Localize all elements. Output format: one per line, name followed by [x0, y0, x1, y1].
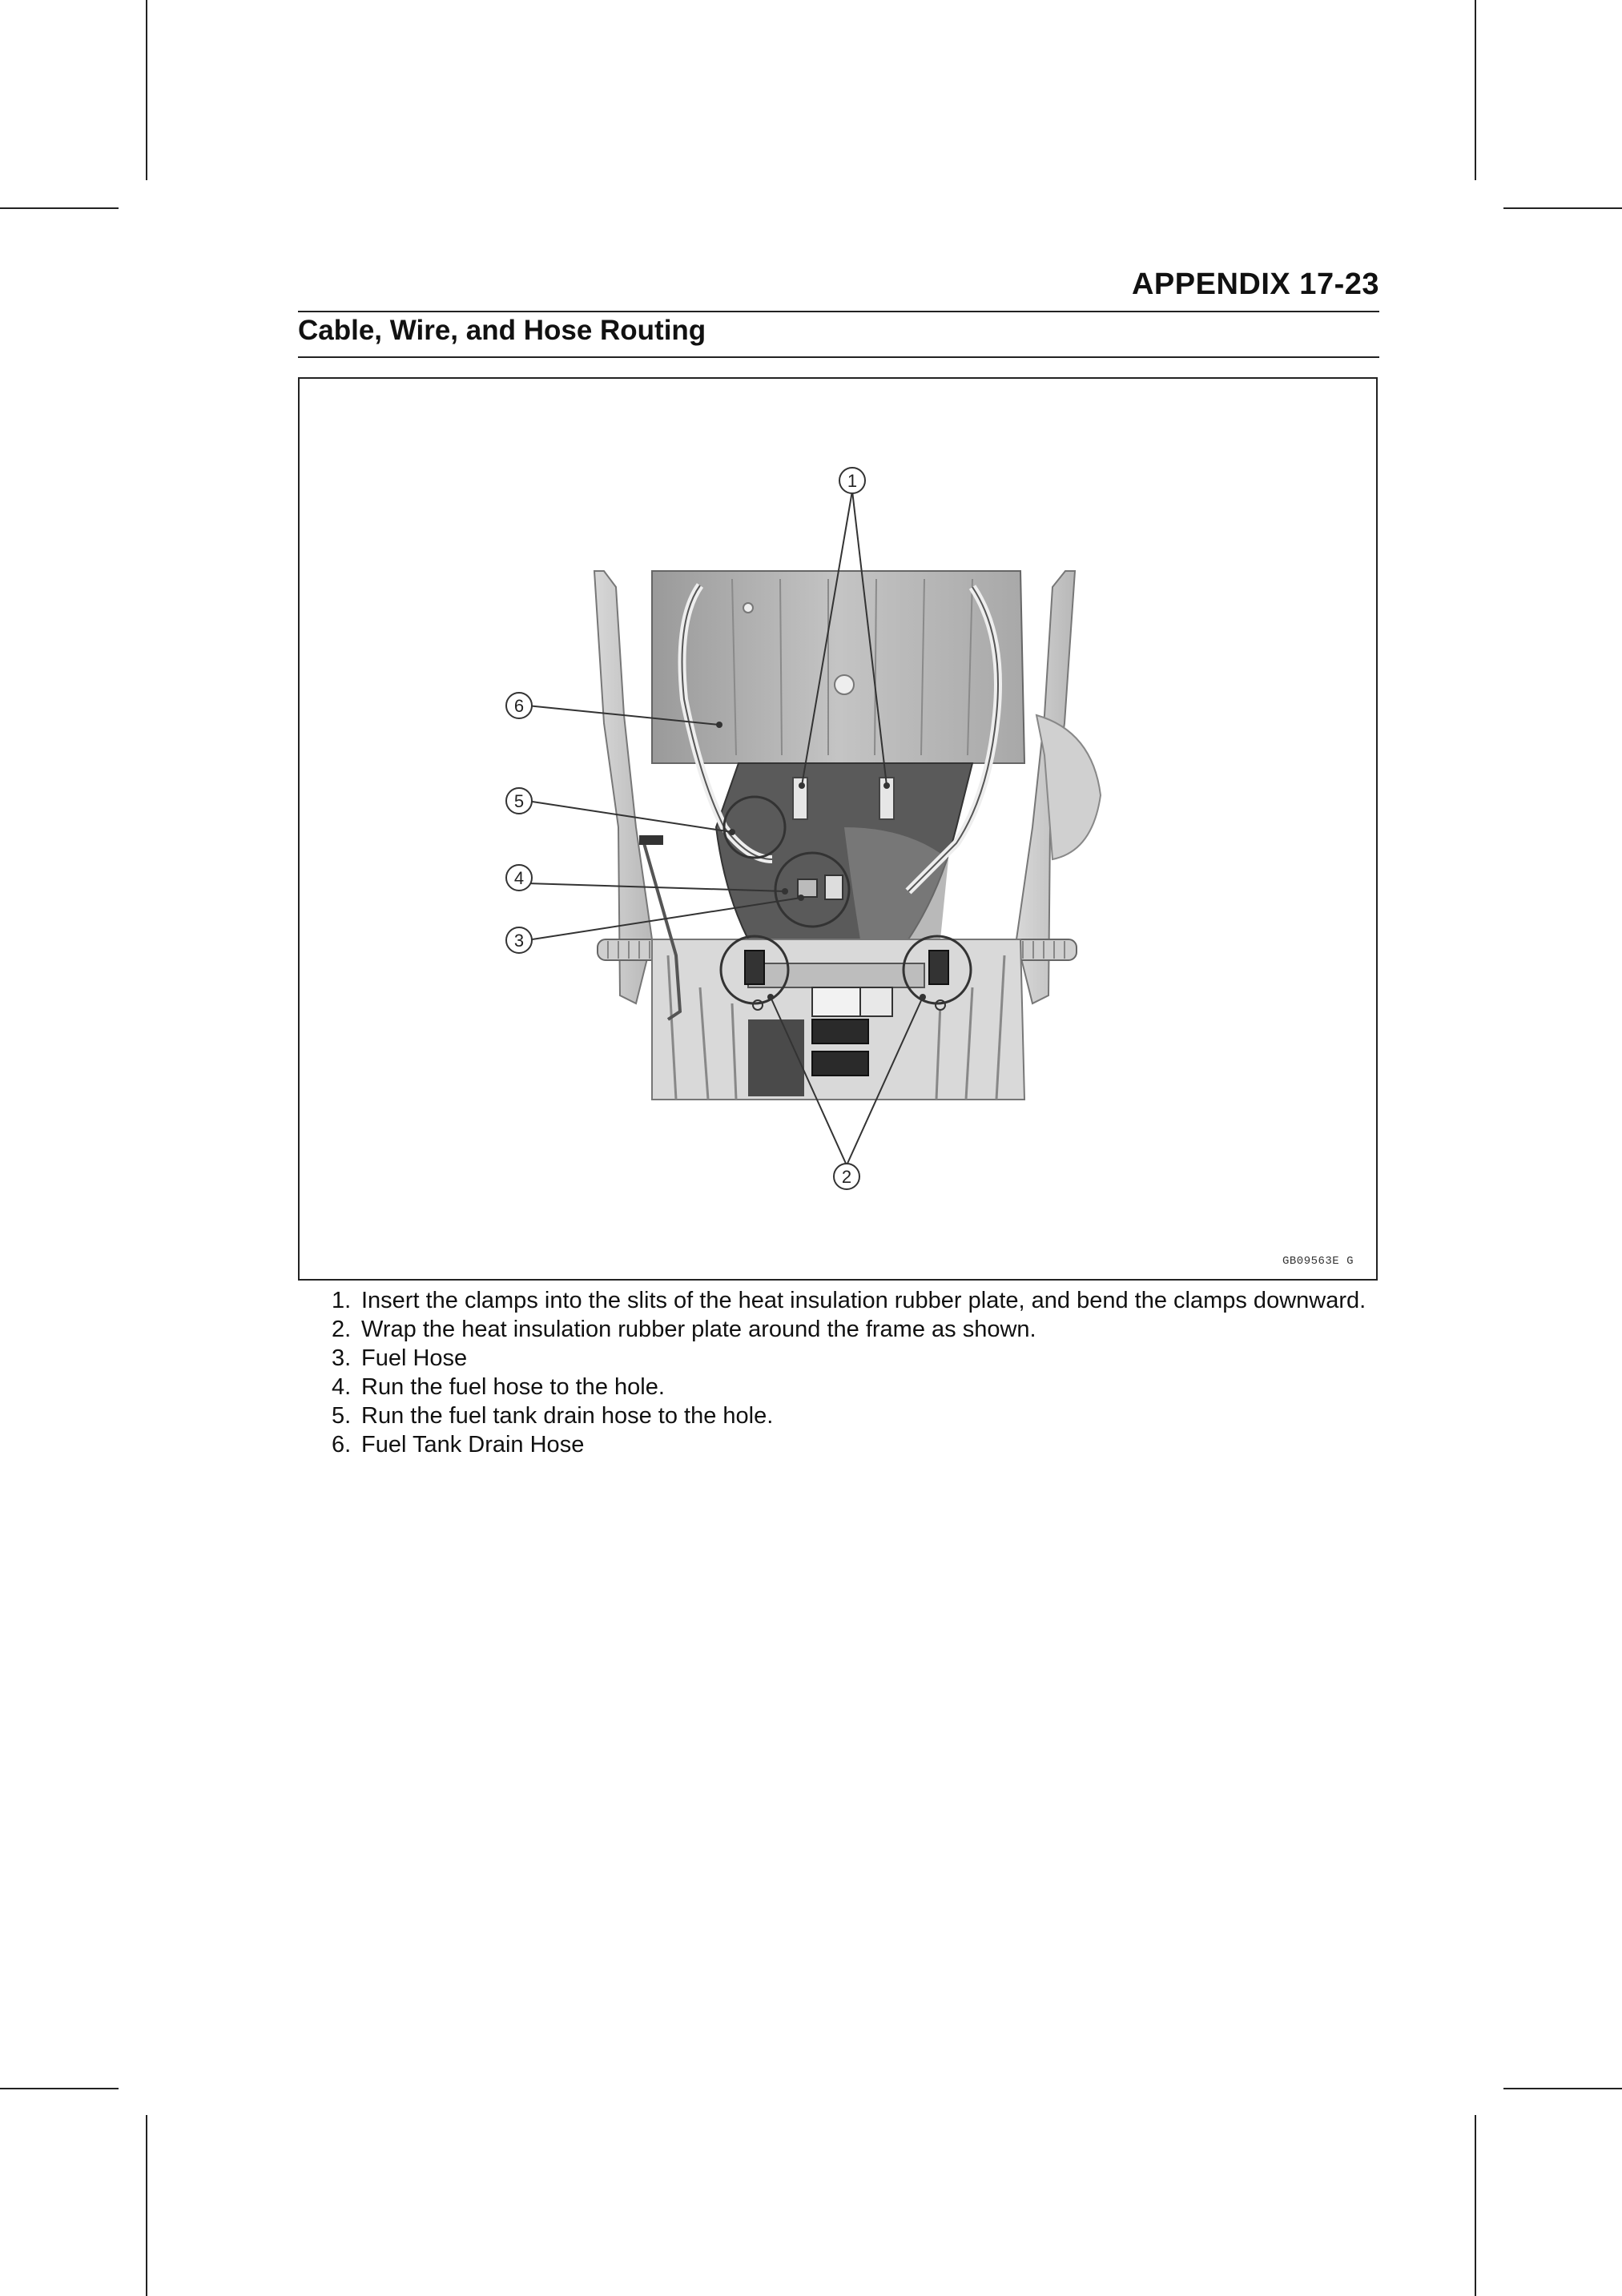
svg-text:2: 2	[841, 1167, 852, 1187]
legend-item-text: Fuel Hose	[361, 1345, 468, 1371]
section-title: Cable, Wire, and Hose Routing	[298, 315, 706, 346]
crop-mark-top-left-vertical	[146, 0, 147, 180]
legend-item: 5. Run the fuel tank drain hose to the hole.	[332, 1403, 774, 1429]
legend-item-text: Fuel Tank Drain Hose	[361, 1432, 585, 1458]
callout-1	[839, 468, 865, 493]
figure-code: GB09563E G	[1282, 1255, 1354, 1268]
routing-illustration	[300, 379, 1376, 1279]
svg-text:6: 6	[513, 696, 525, 716]
legend-item-text: Insert the clamps into the slits of the heat insulation rubber plate, and bend the clamps downward.	[361, 1288, 1366, 1313]
crop-mark-bottom-left-horizontal	[0, 2088, 119, 2089]
callout-4	[506, 865, 532, 891]
crop-mark-bottom-right-horizontal	[1503, 2088, 1622, 2089]
callout-6	[506, 693, 532, 718]
crop-mark-bottom-right-vertical	[1475, 2115, 1476, 2296]
page-header-title: APPENDIX 17-23	[1131, 267, 1379, 301]
svg-text:5: 5	[513, 791, 525, 811]
legend-item: 6. Fuel Tank Drain Hose	[332, 1432, 585, 1458]
legend-item: 3. Fuel Hose	[332, 1345, 468, 1371]
legend-item: 1. Insert the clamps into the slits of the heat insulation rubber plate, and bend the clamps downward.	[332, 1288, 1366, 1313]
svg-text:4: 4	[513, 868, 525, 888]
callout-5	[506, 788, 532, 814]
legend-item-text: Run the fuel tank drain hose to the hole.	[361, 1403, 774, 1429]
legend-item: 4. Run the fuel hose to the hole.	[332, 1374, 665, 1400]
callout-2	[834, 1164, 859, 1189]
crop-mark-top-right-vertical	[1475, 0, 1476, 180]
section-rule	[298, 356, 1379, 358]
figure-legend	[298, 1286, 1381, 1459]
callout-3	[506, 927, 532, 953]
header-rule	[298, 311, 1379, 312]
crop-mark-bottom-left-vertical	[146, 2115, 147, 2296]
legend-item-text: Wrap the heat insulation rubber plate around the frame as shown.	[361, 1317, 1036, 1342]
legend-item-text: Run the fuel hose to the hole.	[361, 1374, 665, 1400]
legend-item: 2. Wrap the heat insulation rubber plate around the frame as shown.	[332, 1317, 1036, 1342]
motorcycle-photo	[594, 571, 1101, 1100]
svg-text:1: 1	[847, 471, 858, 491]
crop-mark-top-right-horizontal	[1503, 207, 1622, 209]
crop-mark-top-left-horizontal	[0, 207, 119, 209]
svg-text:3: 3	[513, 931, 525, 951]
routing-figure	[298, 377, 1378, 1281]
